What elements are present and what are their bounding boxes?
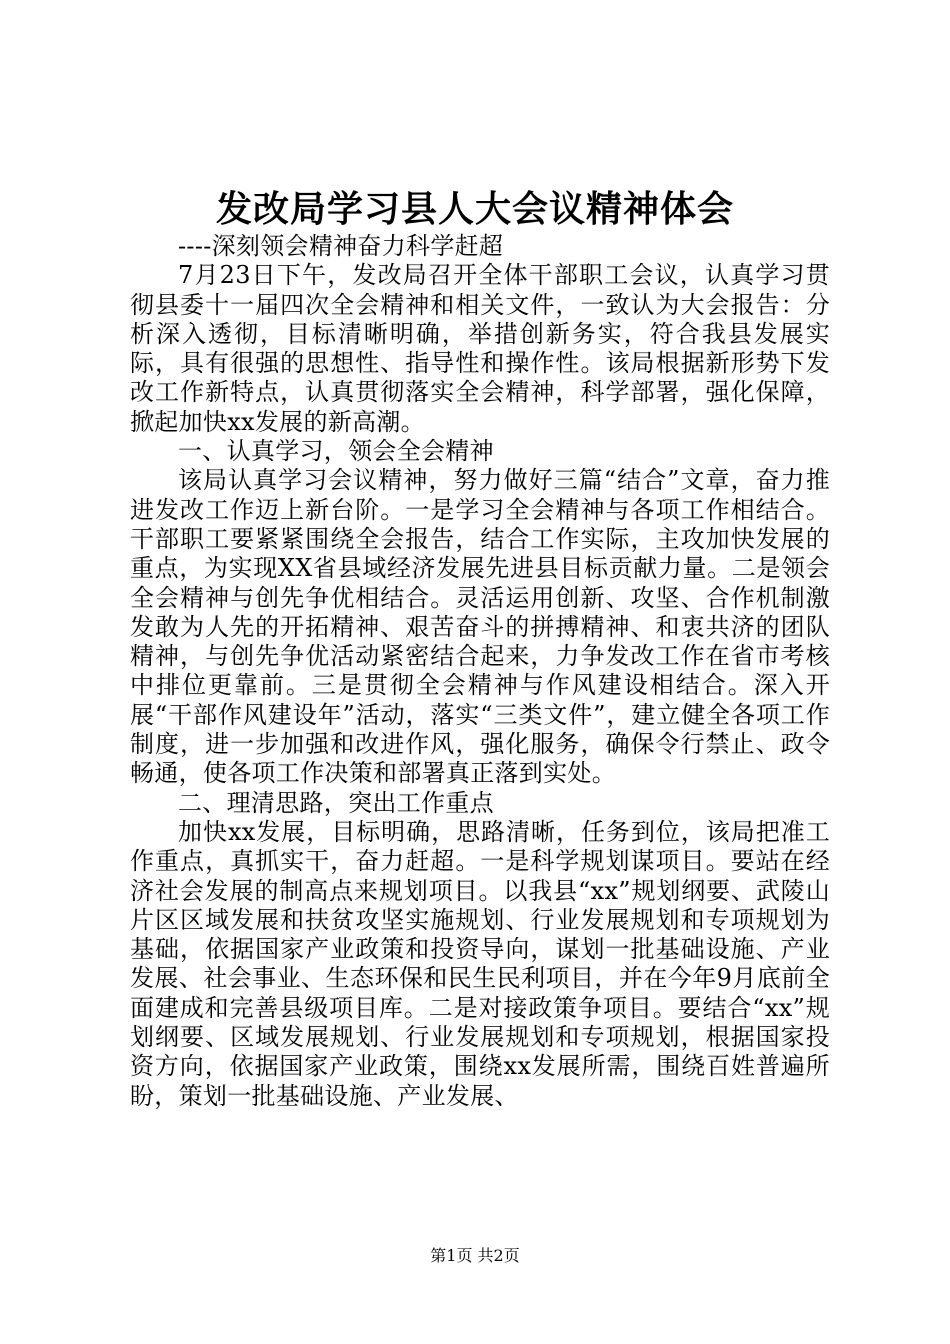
- document-body: [130, 232, 830, 1111]
- page-number-footer: 第1页 共2页: [430, 1246, 520, 1265]
- paragraph-section-2: 加快xx发展，目标明确，思路清晰，任务到位，该局把准工作重点，真抓实干，奋力赶超。一是科学规划谋项目。要站在经济社会发展的制高点来规划项目。以我县“xx”规划纲要、武陵山片区区域发展和扶贫攻坚实施规划、行业发展规划和专项规划为基础，依据国家产业政策和投资导向，谋划一批基础设施、产业发展、社会事业、生态环保和民生民利项目，并在今年9月底前全面建成和完善县级项目库。二是对接政策争项目。要结合“xx”规划纲要、区域发展规划、行业发展规划和专项规划，根据国家投资方向，依据国家产业政策，围绕xx发展所需，围绕百姓普遍所盼，策划一批基础设施、产业发展、: [130, 817, 830, 1110]
- section-heading-1: 一、认真学习，领会全会精神: [178, 437, 494, 466]
- document-title: 发改局学习县人大会议精神体会: [215, 188, 734, 230]
- section-heading-2: 二、理清思路，突出工作重点: [178, 788, 494, 817]
- paragraph-section-1: 该局认真学习会议精神，努力做好三篇“结合”文章，奋力推进发改工作迈上新台阶。一是学习全会精神与各项工作相结合。干部职工要紧紧围绕全会报告，结合工作实际，主攻加快发展的重点，为实现XX省县域经济发展先进县目标贡献力量。二是领会全会精神与创先争优相结合。灵活运用创新、攻坚、合作机制激发敢为人先的开拓精神、艰苦奋斗的拼搏精神、和衷共济的团队精神，与创先争优活动紧密结合起来，力争发改工作在省市考核中排位更靠前。三是贯彻全会精神与作风建设相结合。深入开展“干部作风建设年”活动，落实“三类文件”，建立健全各项工作制度，进一步加强和改进作风，强化服务，确保令行禁止、政令畅通，使各项工作决策和部署真正落到实处。: [130, 466, 830, 788]
- document-subtitle: ----深刻领会精神奋力科学赶超: [178, 232, 504, 260]
- paragraph-intro: 7月23日下午，发改局召开全体干部职工会议，认真学习贯彻县委十一届四次全会精神和相关文件，一致认为大会报告：分析深入透彻，目标清晰明确，举措创新务实，符合我县发展实际，具有很强的思想性、指导性和操作性。该局根据新形势下发改工作新特点，认真贯彻落实全会精神，科学部署，强化保障，掀起加快xx发展的新高潮。: [130, 261, 830, 436]
